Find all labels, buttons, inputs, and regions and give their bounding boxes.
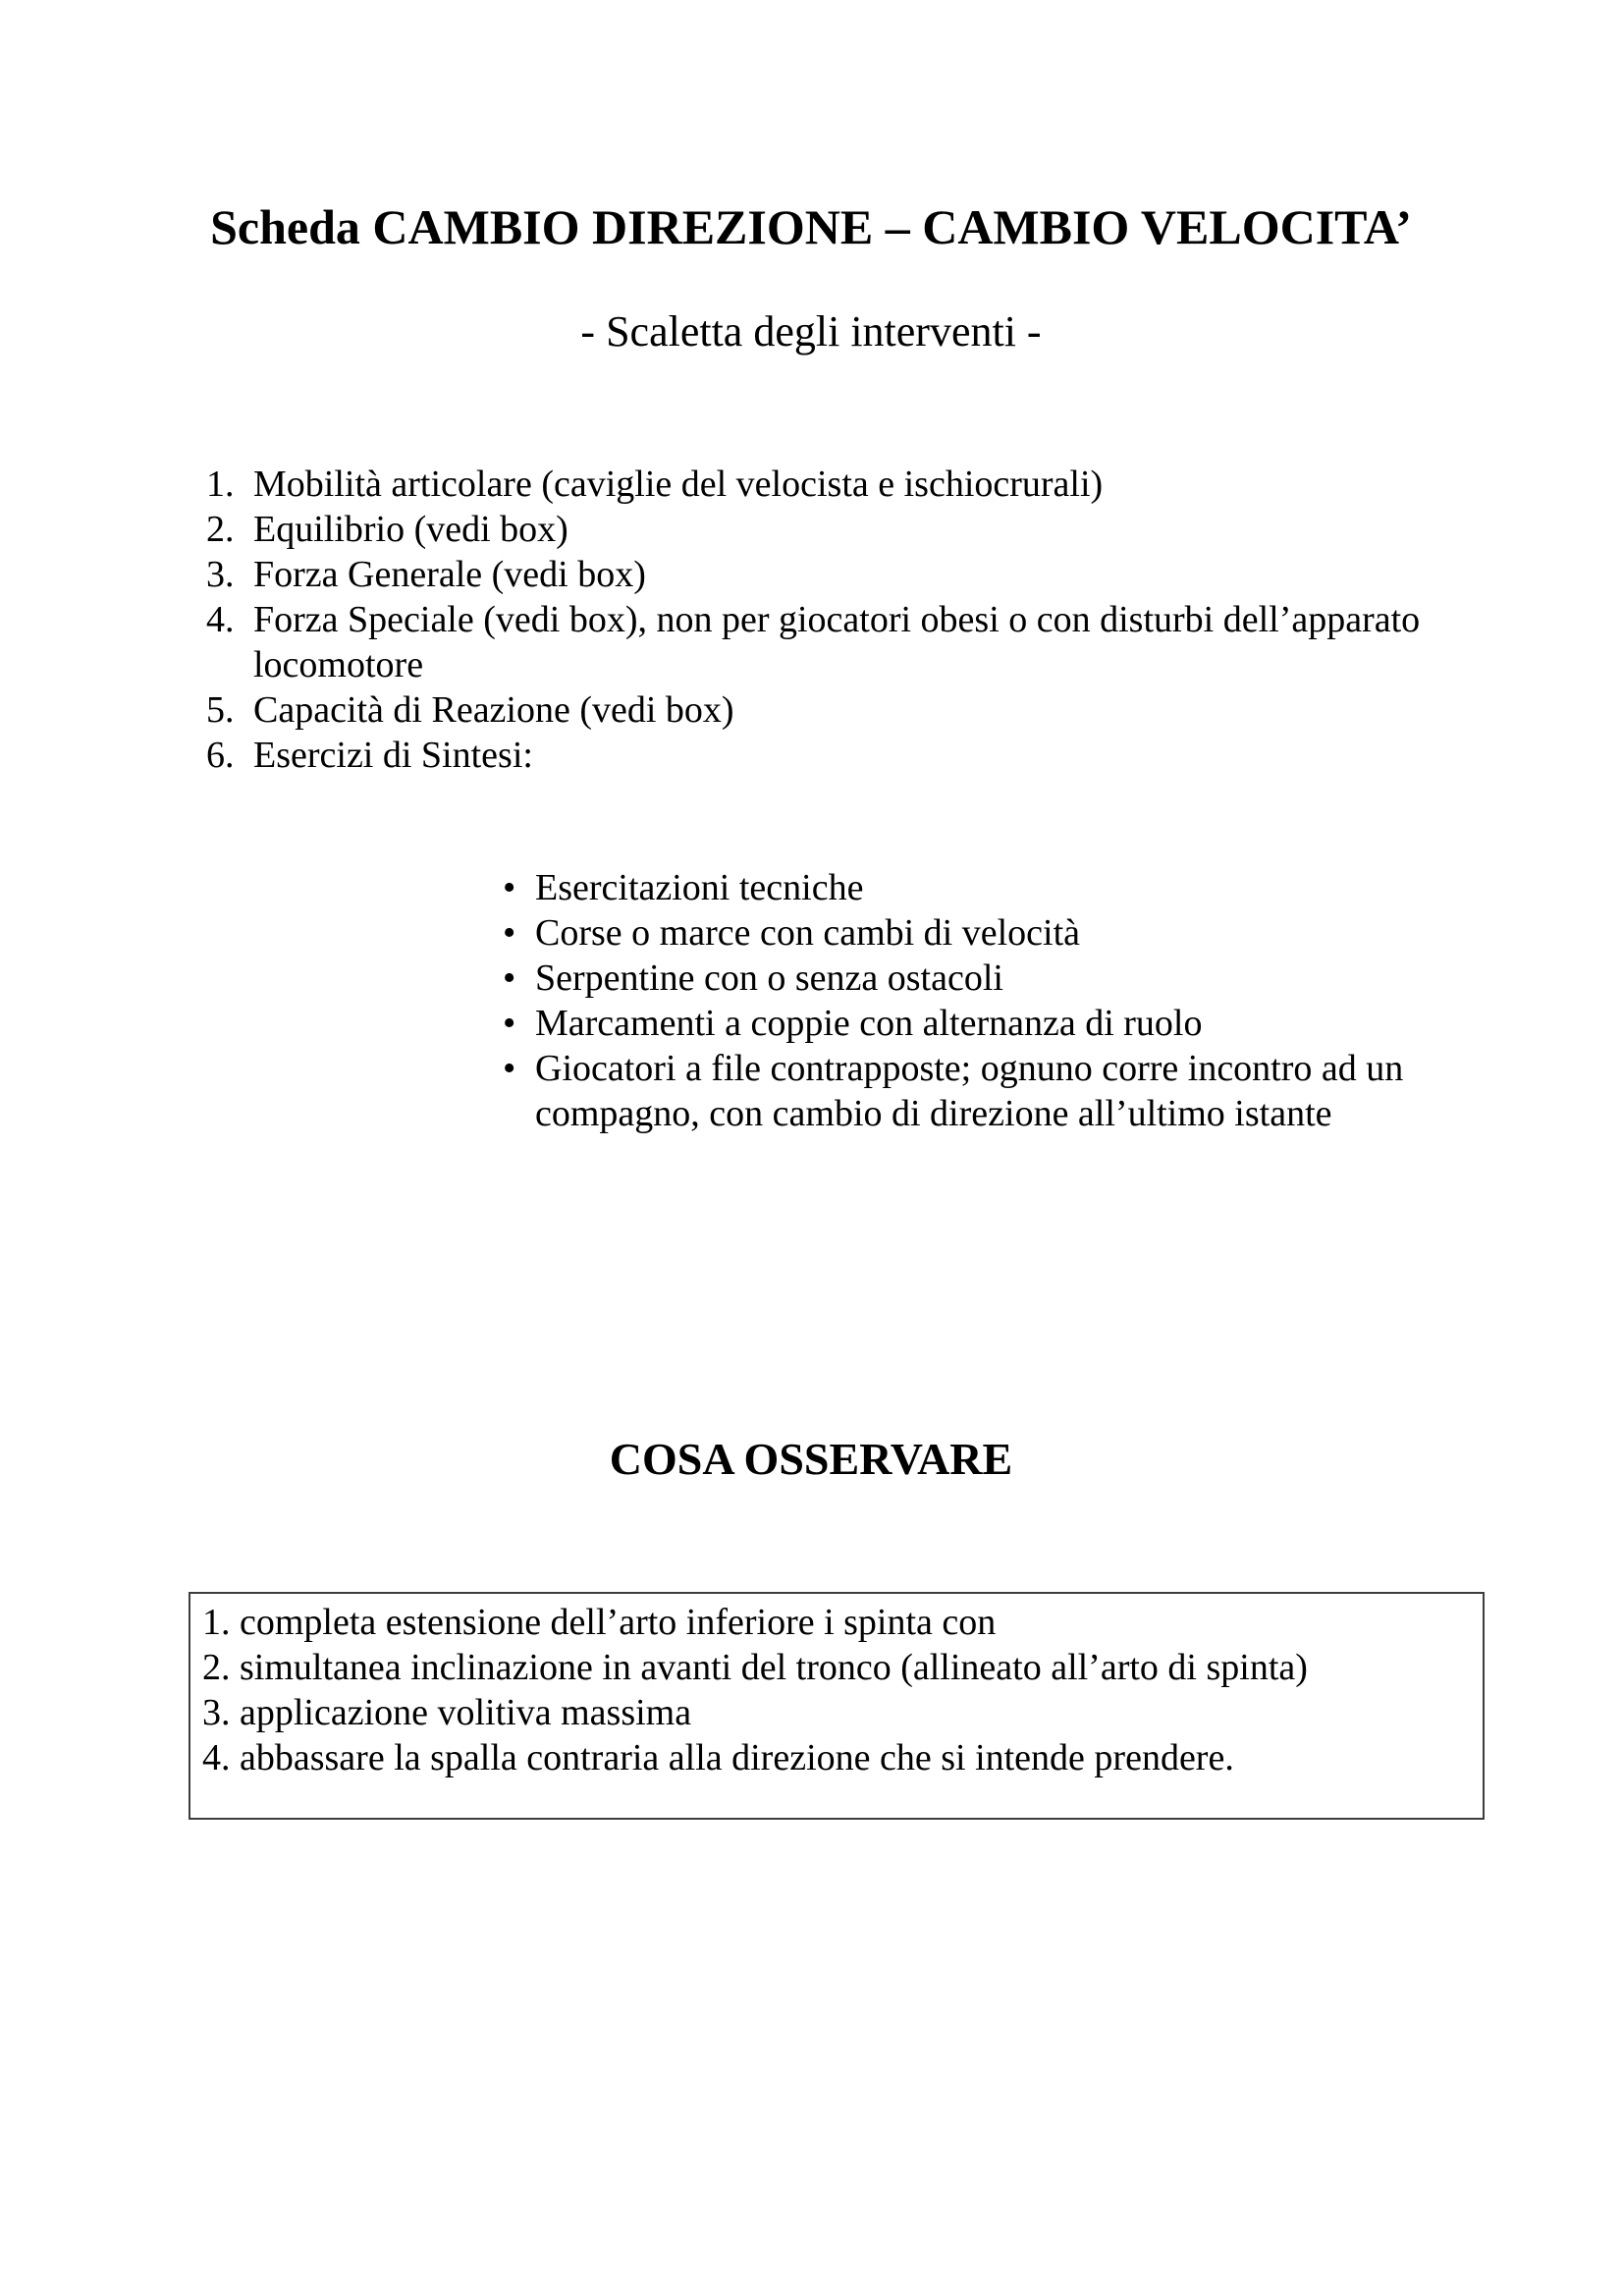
list-item-number: 6. bbox=[206, 735, 235, 776]
list-item bbox=[206, 507, 1492, 552]
bullet-icon: • bbox=[503, 867, 516, 908]
document-subtitle: - Scaletta degli interventi - bbox=[580, 307, 1042, 355]
list-item-number: 4. bbox=[206, 599, 235, 640]
list-item-number: 2. bbox=[206, 509, 235, 550]
list-item-number: 5. bbox=[206, 689, 235, 731]
list-item-text: Marcamenti a coppie con alternanza di ruolo bbox=[535, 1003, 1203, 1044]
interventi-numbered-list bbox=[206, 462, 1492, 778]
list-item-text: abbassare la spalla contraria alla direzione che si intende prendere. bbox=[240, 1737, 1234, 1778]
list-item-number: 2. bbox=[202, 1647, 231, 1688]
list-item-number: 4. bbox=[202, 1737, 231, 1778]
list-item bbox=[206, 733, 1492, 778]
bullet-icon: • bbox=[503, 912, 516, 954]
list-item-text: Mobilità articolare (caviglie del velocista e ischiocrurali) bbox=[253, 464, 1104, 505]
list-item bbox=[503, 865, 1494, 910]
list-item-number: 1. bbox=[202, 1602, 231, 1643]
esercizi-sintesi-bullet-list bbox=[503, 865, 1494, 1136]
list-item bbox=[206, 462, 1492, 507]
list-item bbox=[206, 687, 1492, 733]
document-title: Scheda CAMBIO DIREZIONE – CAMBIO VELOCITA’ bbox=[210, 199, 1412, 254]
list-item-text: Giocatori a file contrapposte; ognuno corre incontro ad un compagno, con cambio di direzione all’ultimo istante bbox=[535, 1048, 1404, 1134]
list-item-text: Equilibrio (vedi box) bbox=[253, 509, 568, 550]
list-item bbox=[202, 1645, 1483, 1690]
list-item-text: Forza Speciale (vedi box), non per giocatori obesi o con disturbi dell’apparato locomotore bbox=[253, 599, 1421, 685]
list-item bbox=[503, 1046, 1494, 1136]
bullet-icon: • bbox=[503, 1003, 516, 1044]
list-item-text: simultanea inclinazione in avanti del tronco (allineato all’arto di spinta) bbox=[240, 1647, 1308, 1688]
list-item bbox=[503, 910, 1494, 956]
list-item bbox=[202, 1735, 1483, 1780]
list-item bbox=[202, 1690, 1483, 1735]
bullet-icon: • bbox=[503, 1048, 516, 1089]
cosa-osservare-heading: COSA OSSERVARE bbox=[609, 1434, 1013, 1484]
list-item-text: Serpentine con o senza ostacoli bbox=[535, 957, 1003, 999]
list-item-number: 3. bbox=[202, 1692, 231, 1733]
list-item bbox=[202, 1600, 1483, 1645]
list-item bbox=[206, 552, 1492, 597]
osservare-numbered-list bbox=[202, 1600, 1483, 1780]
list-item-text: Corse o marce con cambi di velocità bbox=[535, 912, 1081, 954]
list-item-number: 1. bbox=[206, 464, 235, 505]
list-item-text: Esercitazioni tecniche bbox=[535, 867, 864, 908]
list-item-text: Capacità di Reazione (vedi box) bbox=[253, 689, 734, 731]
list-item-text: applicazione volitiva massima bbox=[240, 1692, 692, 1733]
list-item-text: Esercizi di Sintesi: bbox=[253, 735, 533, 776]
list-item bbox=[503, 1001, 1494, 1046]
bullet-icon: • bbox=[503, 957, 516, 999]
list-item-text: completa estensione dell’arto inferiore i spinta con bbox=[240, 1602, 997, 1643]
list-item bbox=[206, 597, 1492, 687]
list-item-text: Forza Generale (vedi box) bbox=[253, 554, 646, 595]
list-item bbox=[503, 956, 1494, 1001]
list-item-number: 3. bbox=[206, 554, 235, 595]
cosa-osservare-box bbox=[189, 1592, 1485, 1820]
